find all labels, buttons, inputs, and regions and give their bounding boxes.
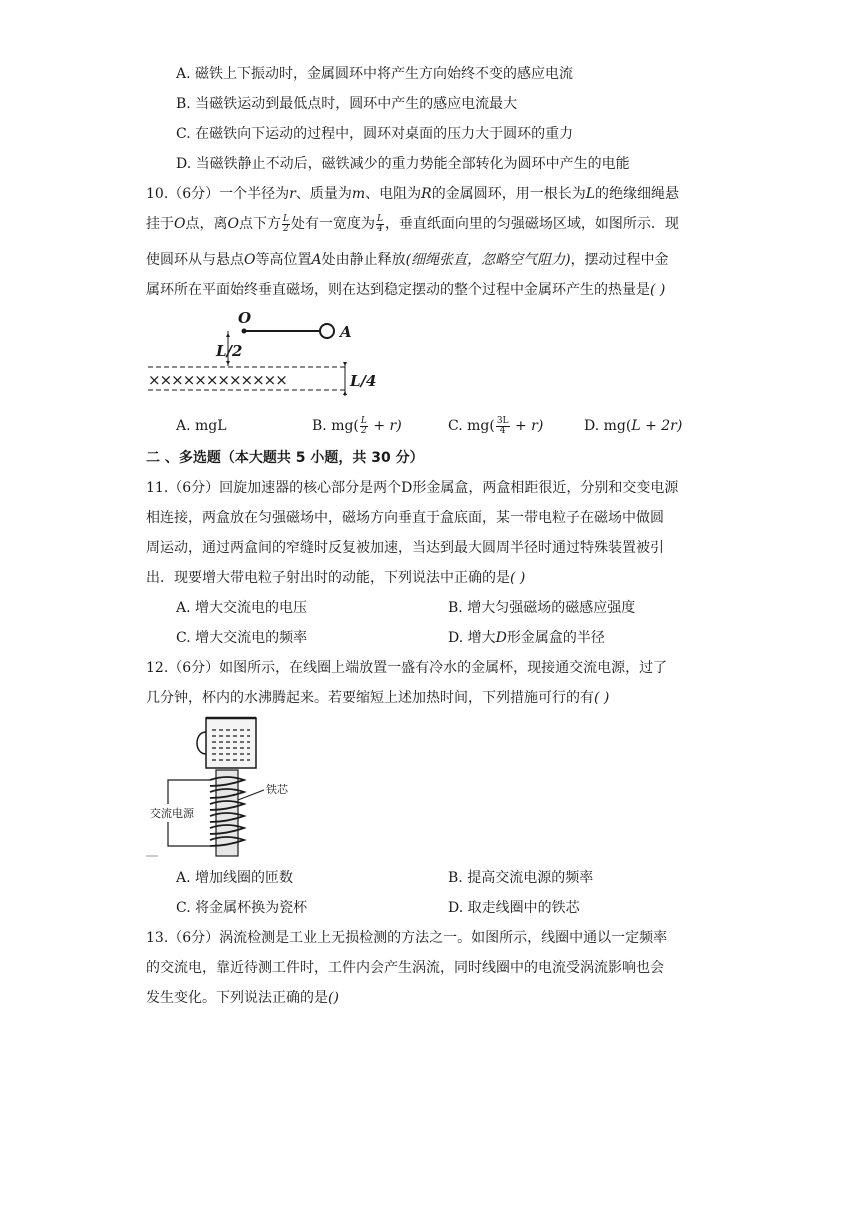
q9-option-a: A. 磁铁上下振动时，金属圆环中将产生方向始终不变的感应电流 <box>176 66 574 82</box>
q10-option-d: D. mg(L + 2r) <box>584 418 683 434</box>
q11-option-a: A. 增大交流电的电压 <box>176 600 308 616</box>
magnetic-field-marks: ×××××××××××× <box>148 371 287 389</box>
label-A: A <box>340 323 352 341</box>
q9-option-d: D. 当磁铁静止不动后，磁铁减少的重力势能全部转化为圆环中产生的电能 <box>176 156 630 172</box>
q13-stem-line1: 13.（6分）涡流检测是工业上无损检测的方法之一。如图所示，线圈中通以一定频率 <box>146 930 668 946</box>
section-title-multiple-choice: 二 、多选题（本大题共 5 小题，共 30 分） <box>146 450 424 466</box>
q13-stem-line3: 发生变化。下列说法正确的是() <box>146 990 339 1006</box>
q11-stem-line4: 出．现要增大带电粒子射出时的动能，下列说法中正确的是( ) <box>146 570 526 586</box>
q9-option-b: B. 当磁铁运动到最低点时，圆环中产生的感应电流最大 <box>176 96 518 112</box>
wire-bottom <box>168 822 210 846</box>
q10-stem-line1: 10.（6分）一个半径为r、质量为m、电阻为R的金属圆环，用一根长为L的绝缘细绳悬 <box>146 186 679 202</box>
q9-option-c: C. 在磁铁向下运动的过程中，圆环对桌面的压力大于圆环的重力 <box>176 126 574 142</box>
q10-stem-line4: 属环所在平面始终垂直磁场，则在达到稳定摆动的整个过程中金属环产生的热量是( ) <box>146 282 666 298</box>
fraction-L-over-2: $\frac{L}{2}$ <box>282 213 289 234</box>
label-ac-source: 交流电源 <box>150 807 194 820</box>
q10-pendulum-figure <box>146 306 396 400</box>
q11-stem-line3: 周运动，通过两盒间的窄缝时反复被加速，当达到最大圆周半径时通过特殊装置被引 <box>146 540 664 556</box>
fraction-L-over-4: $\frac{L}{4}$ <box>376 213 383 234</box>
q11-option-d: D. 增大D形金属盒的半径 <box>448 630 605 646</box>
label-iron-core: 铁芯 <box>266 783 288 796</box>
q12-option-a: A. 增加线圈的匝数 <box>176 870 294 886</box>
q11-stem-line1: 11.（6分）回旋加速器的核心部分是两个D形金属盒，两盒相距很近，分别和交变电源 <box>146 480 679 496</box>
metal-ring <box>320 324 334 338</box>
q12-induction-heating-figure <box>146 714 316 858</box>
q12-stem-line2: 几分钟，杯内的水沸腾起来。若要缩短上述加热时间，下列措施可行的有( ) <box>146 690 610 706</box>
q12-stem-line1: 12.（6分）如图所示，在线圈上端放置一盛有冷水的金属杯，现接通交流电源，过了 <box>146 660 668 676</box>
wire-top <box>168 780 210 804</box>
q13-stem-line2: 的交流电，靠近待测工件时，工件内会产生涡流，同时线圈中的电流受涡流影响也会 <box>146 960 664 976</box>
label-L2: L/2 <box>216 342 243 360</box>
q12-option-d: D. 取走线圈中的铁芯 <box>448 900 580 916</box>
q10-option-a: A. mgL <box>176 418 227 434</box>
q11-stem-line2: 相连接，两盒放在匀强磁场中，磁场方向垂直于盒底面，某一带电粒子在磁场中做圆 <box>146 510 664 526</box>
q11-option-b: B. 增大匀强磁场的磁感应强度 <box>448 600 636 616</box>
label-O: O <box>238 309 252 327</box>
label-L4: L/4 <box>350 372 377 390</box>
q10-stem-line3: 使圆环从与悬点O等高位置A处由静止释放(细绳张直，忽略空气阻力)，摆动过程中金 <box>146 252 669 268</box>
q11-option-c: C. 增大交流电的频率 <box>176 630 308 646</box>
q10-stem-line2: 挂于O点，离O点下方 $\frac{L}{2}$ 处有一宽度为 $\frac{L}{4}$ ，垂直纸面向里的匀强磁场区域，如图所示．现 <box>146 213 679 234</box>
q10-option-c: C. mg( $\frac{3L}{4}$ + r) <box>448 415 544 436</box>
cup-handle <box>197 732 206 754</box>
q12-option-c: C. 将金属杯换为瓷杯 <box>176 900 308 916</box>
q10-option-b: B. mg( $\frac{L}{2}$ + r) <box>312 415 402 436</box>
q12-option-b: B. 提高交流电源的频率 <box>448 870 594 886</box>
